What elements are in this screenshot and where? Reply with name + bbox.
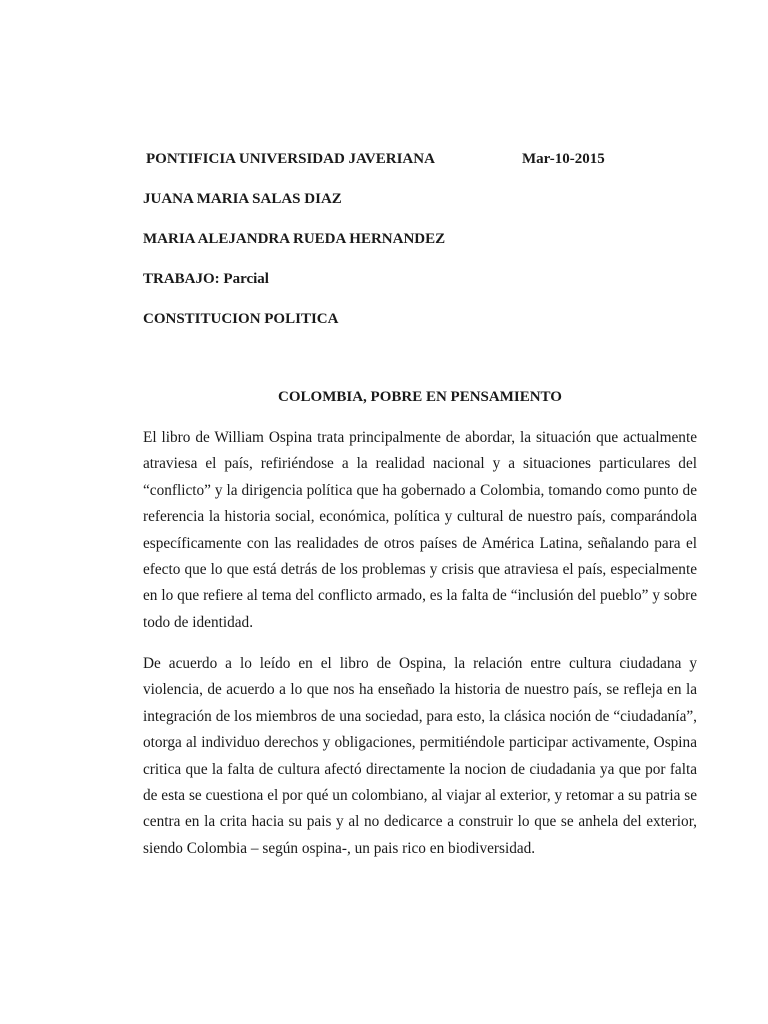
document-date: Mar-10-2015 xyxy=(522,151,605,167)
university-name: PONTIFICIA UNIVERSIDAD JAVERIANA xyxy=(146,151,435,167)
document-title: COLOMBIA, POBRE EN PENSAMIENTO xyxy=(278,389,562,405)
assignment-type: TRABAJO: Parcial xyxy=(143,271,269,287)
course-name: CONSTITUCION POLITICA xyxy=(143,311,339,327)
author-name: MARIA ALEJANDRA RUEDA HERNANDEZ xyxy=(143,231,446,247)
body-paragraph: De acuerdo a lo leído en el libro de Ospina, la relación entre cultura ciudadana y violencia, de acuerdo a lo que nos ha enseñado la historia de nuestro país, se refleja en la integración de los miembros de una sociedad, para esto, la clásica noción de “ciudadanía”, otorga al individuo derechos y obligaciones, permitiéndole participar activamente, Ospina critica que la falta de cultura afectó directamente la nocion de ciudadania ya que por falta de esta se cuestiona el por qué un colombiano, al viajar al exterior, y retomar a su patria se centra en la crita hacia su pais y al no dedicarce a construir lo que se anhela del exterior, siendo Colombia – según ospina-, un pais rico en biodiversidad. xyxy=(143,655,697,857)
author-name: JUANA MARIA SALAS DIAZ xyxy=(143,191,342,207)
body-paragraph: El libro de William Ospina trata principalmente de abordar, la situación que actualmente atraviesa el país, refiriéndose a la realidad nacional y a situaciones particulares del “conflicto” y la dirigencia política que ha gobernado a Colombia, tomando como punto de referencia la historia social, económica, política y cultural de nuestro país, comparándola específicamente con las realidades de otros países de América Latina, señalando para el efecto que lo que está detrás de los problemas y crisis que atraviesa el país, especialmente en lo que refiere al tema del conflicto armado, es la falta de “inclusión del pueblo” y sobre todo de identidad. xyxy=(143,429,697,631)
